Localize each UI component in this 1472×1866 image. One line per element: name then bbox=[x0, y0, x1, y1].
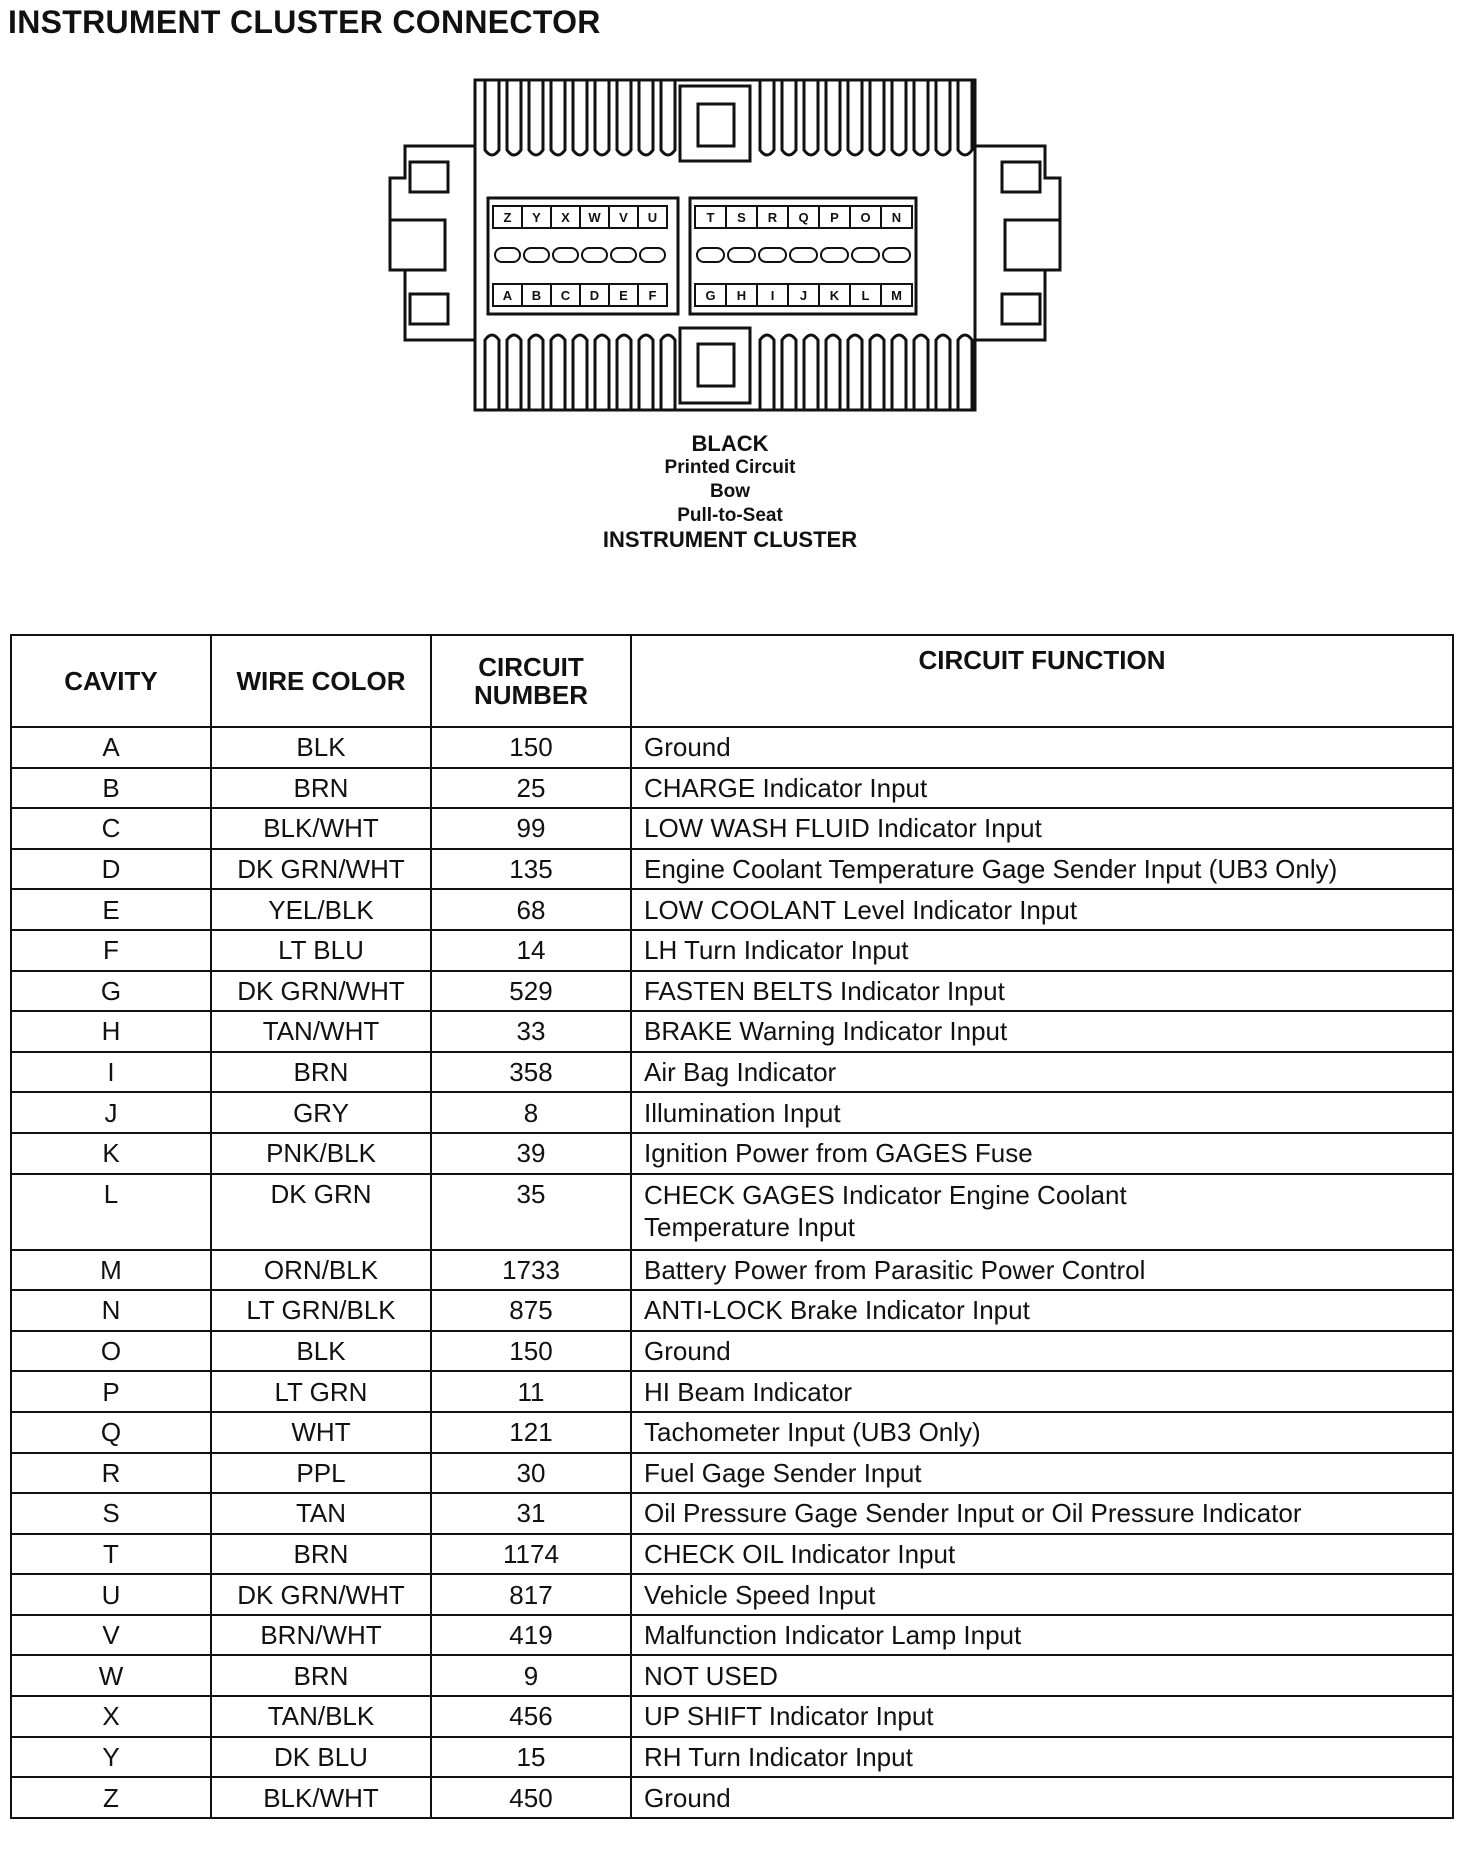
cell-circuit-function bbox=[631, 1011, 1453, 1052]
latch-finger bbox=[485, 335, 499, 410]
latch-finger bbox=[639, 335, 653, 410]
circuit-function-line: LH Turn Indicator Input bbox=[644, 935, 909, 966]
circuit-function-line: LOW WASH FLUID Indicator Input bbox=[644, 813, 1042, 844]
cell-circuit-function bbox=[631, 1290, 1453, 1331]
cell-wire-color: BRN/WHT bbox=[211, 1615, 431, 1656]
pin-label: J bbox=[799, 288, 808, 303]
latch-finger bbox=[573, 80, 587, 155]
cell-circuit-function bbox=[631, 1777, 1453, 1818]
circuit-function-line: RH Turn Indicator Input bbox=[644, 1741, 913, 1772]
cell-wire-color: PPL bbox=[211, 1453, 431, 1494]
table-row bbox=[11, 808, 1453, 849]
cell-cavity: S bbox=[11, 1493, 211, 1534]
table-row bbox=[11, 1331, 1453, 1372]
cell-wire-color: BLK/WHT bbox=[211, 1777, 431, 1818]
circuit-function-line: HI Beam Indicator bbox=[644, 1376, 853, 1407]
connector-diagram bbox=[380, 70, 1080, 420]
pin-label: Y bbox=[532, 210, 541, 225]
latch-finger bbox=[936, 335, 950, 410]
circuit-function-line: UP SHIFT Indicator Input bbox=[644, 1701, 934, 1732]
cell-cavity: C bbox=[11, 808, 211, 849]
cell-circuit-function bbox=[631, 1615, 1453, 1656]
cell-circuit-number: 456 bbox=[431, 1696, 631, 1737]
cell-cavity: P bbox=[11, 1371, 211, 1412]
cell-cavity: O bbox=[11, 1331, 211, 1372]
cell-cavity: G bbox=[11, 971, 211, 1012]
cell-circuit-function bbox=[631, 1655, 1453, 1696]
cell-circuit-function bbox=[631, 1574, 1453, 1615]
cell-cavity: I bbox=[11, 1052, 211, 1093]
cell-circuit-function bbox=[631, 808, 1453, 849]
circuit-function-line: Engine Coolant Temperature Gage Sender Input (UB3 Only) bbox=[644, 854, 1338, 885]
cell-circuit-function bbox=[631, 1092, 1453, 1133]
cell-circuit-number: 121 bbox=[431, 1412, 631, 1453]
latch-finger bbox=[661, 335, 675, 410]
cell-circuit-function bbox=[631, 768, 1453, 809]
cell-circuit-number: 25 bbox=[431, 768, 631, 809]
circuit-function-line: Illumination Input bbox=[644, 1097, 841, 1128]
cell-wire-color: YEL/BLK bbox=[211, 889, 431, 930]
cell-cavity: Q bbox=[11, 1412, 211, 1453]
pin-label: C bbox=[560, 288, 571, 303]
pin-label: K bbox=[829, 288, 840, 303]
table-row bbox=[11, 971, 1453, 1012]
latch-finger bbox=[936, 80, 950, 155]
table-row bbox=[11, 1777, 1453, 1818]
cell-cavity: B bbox=[11, 768, 211, 809]
cell-cavity: Z bbox=[11, 1777, 211, 1818]
circuit-function-line: NOT USED bbox=[644, 1660, 778, 1691]
cell-cavity: K bbox=[11, 1133, 211, 1174]
table-row bbox=[11, 889, 1453, 930]
pin-label: O bbox=[860, 210, 871, 225]
pin-label: I bbox=[770, 288, 775, 303]
cell-wire-color: BLK bbox=[211, 1331, 431, 1372]
table-row bbox=[11, 849, 1453, 890]
latch-finger bbox=[870, 335, 884, 410]
table-header-row bbox=[11, 635, 1453, 727]
latch-finger bbox=[661, 80, 675, 155]
contact-slot bbox=[697, 248, 724, 262]
contact-slot bbox=[524, 248, 549, 262]
pin-label: Z bbox=[503, 210, 512, 225]
contact-slot bbox=[582, 248, 607, 262]
cell-wire-color: BRN bbox=[211, 768, 431, 809]
circuit-function-line: Ignition Power from GAGES Fuse bbox=[644, 1138, 1033, 1169]
circuit-function-line: Fuel Gage Sender Input bbox=[644, 1457, 922, 1488]
cell-circuit-function bbox=[631, 727, 1453, 768]
header-circuit-number-text: CIRCUIT NUMBER bbox=[473, 652, 589, 710]
circuit-function-line: CHARGE Indicator Input bbox=[644, 772, 928, 803]
cell-wire-color: DK BLU bbox=[211, 1737, 431, 1778]
cell-wire-color: DK GRN/WHT bbox=[211, 849, 431, 890]
pin-label: S bbox=[737, 210, 746, 225]
cell-cavity: Y bbox=[11, 1737, 211, 1778]
circuit-function-line: Ground bbox=[644, 732, 731, 763]
pin-label: U bbox=[647, 210, 658, 225]
cell-wire-color: TAN/BLK bbox=[211, 1696, 431, 1737]
table-row bbox=[11, 1696, 1453, 1737]
cell-circuit-function bbox=[631, 930, 1453, 971]
cell-circuit-number: 8 bbox=[431, 1092, 631, 1133]
table-row bbox=[11, 1250, 1453, 1291]
cell-cavity: J bbox=[11, 1092, 211, 1133]
caption-color: BLACK bbox=[691, 431, 769, 456]
table-row bbox=[11, 1655, 1453, 1696]
latch-finger bbox=[804, 335, 818, 410]
latch-finger bbox=[639, 80, 653, 155]
latch-finger bbox=[551, 80, 565, 155]
pin-label: X bbox=[561, 210, 570, 225]
table-row bbox=[11, 768, 1453, 809]
latch-finger bbox=[848, 80, 862, 155]
table-row bbox=[11, 727, 1453, 768]
cell-circuit-function bbox=[631, 1534, 1453, 1575]
circuit-function-line: CHECK GAGES Indicator Engine Coolant bbox=[644, 1179, 1127, 1210]
cell-circuit-number: 39 bbox=[431, 1133, 631, 1174]
table-row bbox=[11, 1290, 1453, 1331]
circuit-function-line-2: Temperature Input bbox=[644, 1211, 856, 1242]
latch-finger bbox=[617, 80, 631, 155]
latch-finger bbox=[958, 335, 972, 410]
table-row bbox=[11, 1737, 1453, 1778]
cell-circuit-number: 450 bbox=[431, 1777, 631, 1818]
circuit-function-line: Ground bbox=[644, 1782, 731, 1813]
contact-slot bbox=[790, 248, 817, 262]
circuit-function-line: Oil Pressure Gage Sender Input or Oil Pressure Indicator bbox=[644, 1498, 1302, 1529]
cell-circuit-number: 31 bbox=[431, 1493, 631, 1534]
cell-cavity: D bbox=[11, 849, 211, 890]
latch-finger bbox=[551, 335, 565, 410]
cell-circuit-number: 150 bbox=[431, 727, 631, 768]
page-title: INSTRUMENT CLUSTER CONNECTOR bbox=[8, 4, 601, 40]
circuit-function-line: Vehicle Speed Input bbox=[644, 1579, 876, 1610]
circuit-function-line: ANTI-LOCK Brake Indicator Input bbox=[644, 1295, 1030, 1326]
cell-circuit-function bbox=[631, 1331, 1453, 1372]
circuit-function-line: CHECK OIL Indicator Input bbox=[644, 1538, 956, 1569]
pin-label: F bbox=[648, 288, 657, 303]
table-row bbox=[11, 1574, 1453, 1615]
cell-circuit-number: 817 bbox=[431, 1574, 631, 1615]
cell-circuit-function bbox=[631, 889, 1453, 930]
contact-slot bbox=[728, 248, 755, 262]
cell-wire-color: BLK bbox=[211, 727, 431, 768]
cell-cavity: H bbox=[11, 1011, 211, 1052]
cell-circuit-number: 35 bbox=[431, 1174, 631, 1250]
cell-wire-color: DK GRN/WHT bbox=[211, 1574, 431, 1615]
latch-finger bbox=[573, 335, 587, 410]
cell-circuit-number: 150 bbox=[431, 1331, 631, 1372]
pin-label: L bbox=[861, 288, 870, 303]
table-row bbox=[11, 1493, 1453, 1534]
cell-circuit-number: 14 bbox=[431, 930, 631, 971]
contact-slot bbox=[883, 248, 910, 262]
pin-label: P bbox=[830, 210, 839, 225]
cell-circuit-number: 1733 bbox=[431, 1250, 631, 1291]
latch-finger bbox=[485, 80, 499, 155]
table-row bbox=[11, 1174, 1453, 1250]
cell-circuit-function bbox=[631, 1493, 1453, 1534]
cell-circuit-number: 419 bbox=[431, 1615, 631, 1656]
pin-label: B bbox=[531, 288, 542, 303]
table-row bbox=[11, 1534, 1453, 1575]
latch-finger bbox=[892, 335, 906, 410]
circuit-function-line: Air Bag Indicator bbox=[644, 1057, 837, 1088]
pin-label: H bbox=[736, 288, 747, 303]
latch-finger bbox=[782, 335, 796, 410]
cell-circuit-function bbox=[631, 1371, 1453, 1412]
cell-circuit-number: 135 bbox=[431, 849, 631, 890]
circuit-function-line: Battery Power from Parasitic Power Control bbox=[644, 1254, 1146, 1285]
circuit-function-line: Ground bbox=[644, 1336, 731, 1367]
contact-slot bbox=[553, 248, 578, 262]
cell-wire-color: LT BLU bbox=[211, 930, 431, 971]
table-row bbox=[11, 1133, 1453, 1174]
circuit-function-line: Tachometer Input (UB3 Only) bbox=[644, 1417, 981, 1448]
latch-finger bbox=[507, 335, 521, 410]
cell-circuit-function bbox=[631, 1696, 1453, 1737]
cell-circuit-number: 33 bbox=[431, 1011, 631, 1052]
latch-finger bbox=[848, 335, 862, 410]
latch-finger bbox=[617, 335, 631, 410]
cell-wire-color: GRY bbox=[211, 1092, 431, 1133]
cell-cavity: M bbox=[11, 1250, 211, 1291]
cell-wire-color: LT GRN/BLK bbox=[211, 1290, 431, 1331]
contact-slot bbox=[640, 248, 665, 262]
cell-wire-color: TAN/WHT bbox=[211, 1011, 431, 1052]
latch-finger bbox=[804, 80, 818, 155]
latch-finger bbox=[914, 335, 928, 410]
cell-wire-color: BRN bbox=[211, 1534, 431, 1575]
pin-label: G bbox=[705, 288, 716, 303]
pin-label: M bbox=[891, 288, 902, 303]
circuit-function-line: Malfunction Indicator Lamp Input bbox=[644, 1620, 1022, 1651]
caption-line3: Bow bbox=[709, 481, 751, 502]
pinout-table bbox=[10, 634, 1454, 1819]
pin-label: A bbox=[502, 288, 513, 303]
latch-finger bbox=[507, 80, 521, 155]
latch-finger bbox=[914, 80, 928, 155]
caption-line2: Printed Circuit bbox=[664, 457, 796, 478]
contact-slot bbox=[759, 248, 786, 262]
pin-label: T bbox=[706, 210, 715, 225]
latch-finger bbox=[826, 335, 840, 410]
cell-cavity: R bbox=[11, 1453, 211, 1494]
cell-circuit-function bbox=[631, 971, 1453, 1012]
cell-cavity: X bbox=[11, 1696, 211, 1737]
table-row bbox=[11, 1453, 1453, 1494]
cell-circuit-number: 1174 bbox=[431, 1534, 631, 1575]
cell-circuit-function bbox=[631, 1453, 1453, 1494]
header-circuit-function: CIRCUIT FUNCTION bbox=[631, 635, 1453, 727]
cell-wire-color: TAN bbox=[211, 1493, 431, 1534]
cell-wire-color: ORN/BLK bbox=[211, 1250, 431, 1291]
cell-circuit-function bbox=[631, 1250, 1453, 1291]
cell-circuit-function bbox=[631, 1412, 1453, 1453]
contact-slot bbox=[852, 248, 879, 262]
cell-circuit-function bbox=[631, 1737, 1453, 1778]
cell-cavity: E bbox=[11, 889, 211, 930]
circuit-function-line: BRAKE Warning Indicator Input bbox=[644, 1016, 1008, 1047]
cell-wire-color: DK GRN/WHT bbox=[211, 971, 431, 1012]
circuit-function-line: FASTEN BELTS Indicator Input bbox=[644, 975, 1005, 1006]
contact-slot bbox=[821, 248, 848, 262]
cell-circuit-function bbox=[631, 1133, 1453, 1174]
latch-finger bbox=[595, 335, 609, 410]
latch-finger bbox=[529, 335, 543, 410]
cell-circuit-function bbox=[631, 849, 1453, 890]
cell-cavity: N bbox=[11, 1290, 211, 1331]
latch-finger bbox=[782, 80, 796, 155]
table-row bbox=[11, 1615, 1453, 1656]
header-cavity: CAVITY bbox=[11, 635, 211, 727]
cell-circuit-number: 99 bbox=[431, 808, 631, 849]
connector-caption bbox=[530, 432, 930, 552]
latch-finger bbox=[529, 80, 543, 155]
latch-finger bbox=[958, 80, 972, 155]
pin-label: R bbox=[767, 210, 778, 225]
cell-cavity: U bbox=[11, 1574, 211, 1615]
table-row bbox=[11, 1011, 1453, 1052]
header-circuit-number bbox=[431, 635, 631, 727]
pin-label: Q bbox=[798, 210, 809, 225]
cell-cavity: L bbox=[11, 1174, 211, 1250]
table-row bbox=[11, 1052, 1453, 1093]
pin-label: V bbox=[619, 210, 628, 225]
cell-wire-color: BRN bbox=[211, 1052, 431, 1093]
cell-circuit-number: 15 bbox=[431, 1737, 631, 1778]
cell-wire-color: DK GRN bbox=[211, 1174, 431, 1250]
cell-circuit-number: 358 bbox=[431, 1052, 631, 1093]
cell-circuit-number: 529 bbox=[431, 971, 631, 1012]
cell-wire-color: PNK/BLK bbox=[211, 1133, 431, 1174]
latch-finger bbox=[760, 80, 774, 155]
cell-circuit-number: 875 bbox=[431, 1290, 631, 1331]
cell-circuit-number: 9 bbox=[431, 1655, 631, 1696]
latch-finger bbox=[595, 80, 609, 155]
contact-slot bbox=[495, 248, 520, 262]
contact-slot bbox=[611, 248, 636, 262]
pin-label: D bbox=[589, 288, 600, 303]
pin-label: E bbox=[619, 288, 628, 303]
cell-wire-color: LT GRN bbox=[211, 1371, 431, 1412]
caption-line4: Pull-to-Seat bbox=[677, 505, 783, 526]
cell-cavity: W bbox=[11, 1655, 211, 1696]
table-row bbox=[11, 1092, 1453, 1133]
pin-label: W bbox=[588, 210, 601, 225]
latch-finger bbox=[760, 335, 774, 410]
header-wire-color: WIRE COLOR bbox=[211, 635, 431, 727]
latch-finger bbox=[892, 80, 906, 155]
cell-circuit-number: 11 bbox=[431, 1371, 631, 1412]
cell-cavity: A bbox=[11, 727, 211, 768]
caption-line5: INSTRUMENT CLUSTER bbox=[602, 527, 858, 552]
cell-cavity: F bbox=[11, 930, 211, 971]
table-row bbox=[11, 1371, 1453, 1412]
cell-circuit-function bbox=[631, 1052, 1453, 1093]
cell-wire-color: BRN bbox=[211, 1655, 431, 1696]
cell-circuit-number: 68 bbox=[431, 889, 631, 930]
circuit-function-line: LOW COOLANT Level Indicator Input bbox=[644, 894, 1078, 925]
cell-cavity: V bbox=[11, 1615, 211, 1656]
cell-wire-color: WHT bbox=[211, 1412, 431, 1453]
cell-circuit-number: 30 bbox=[431, 1453, 631, 1494]
table-row bbox=[11, 1412, 1453, 1453]
table-row bbox=[11, 930, 1453, 971]
latch-finger bbox=[870, 80, 884, 155]
cell-circuit-function bbox=[631, 1174, 1453, 1250]
cell-cavity: T bbox=[11, 1534, 211, 1575]
latch-finger bbox=[826, 80, 840, 155]
pin-label: N bbox=[891, 210, 902, 225]
cell-wire-color: BLK/WHT bbox=[211, 808, 431, 849]
